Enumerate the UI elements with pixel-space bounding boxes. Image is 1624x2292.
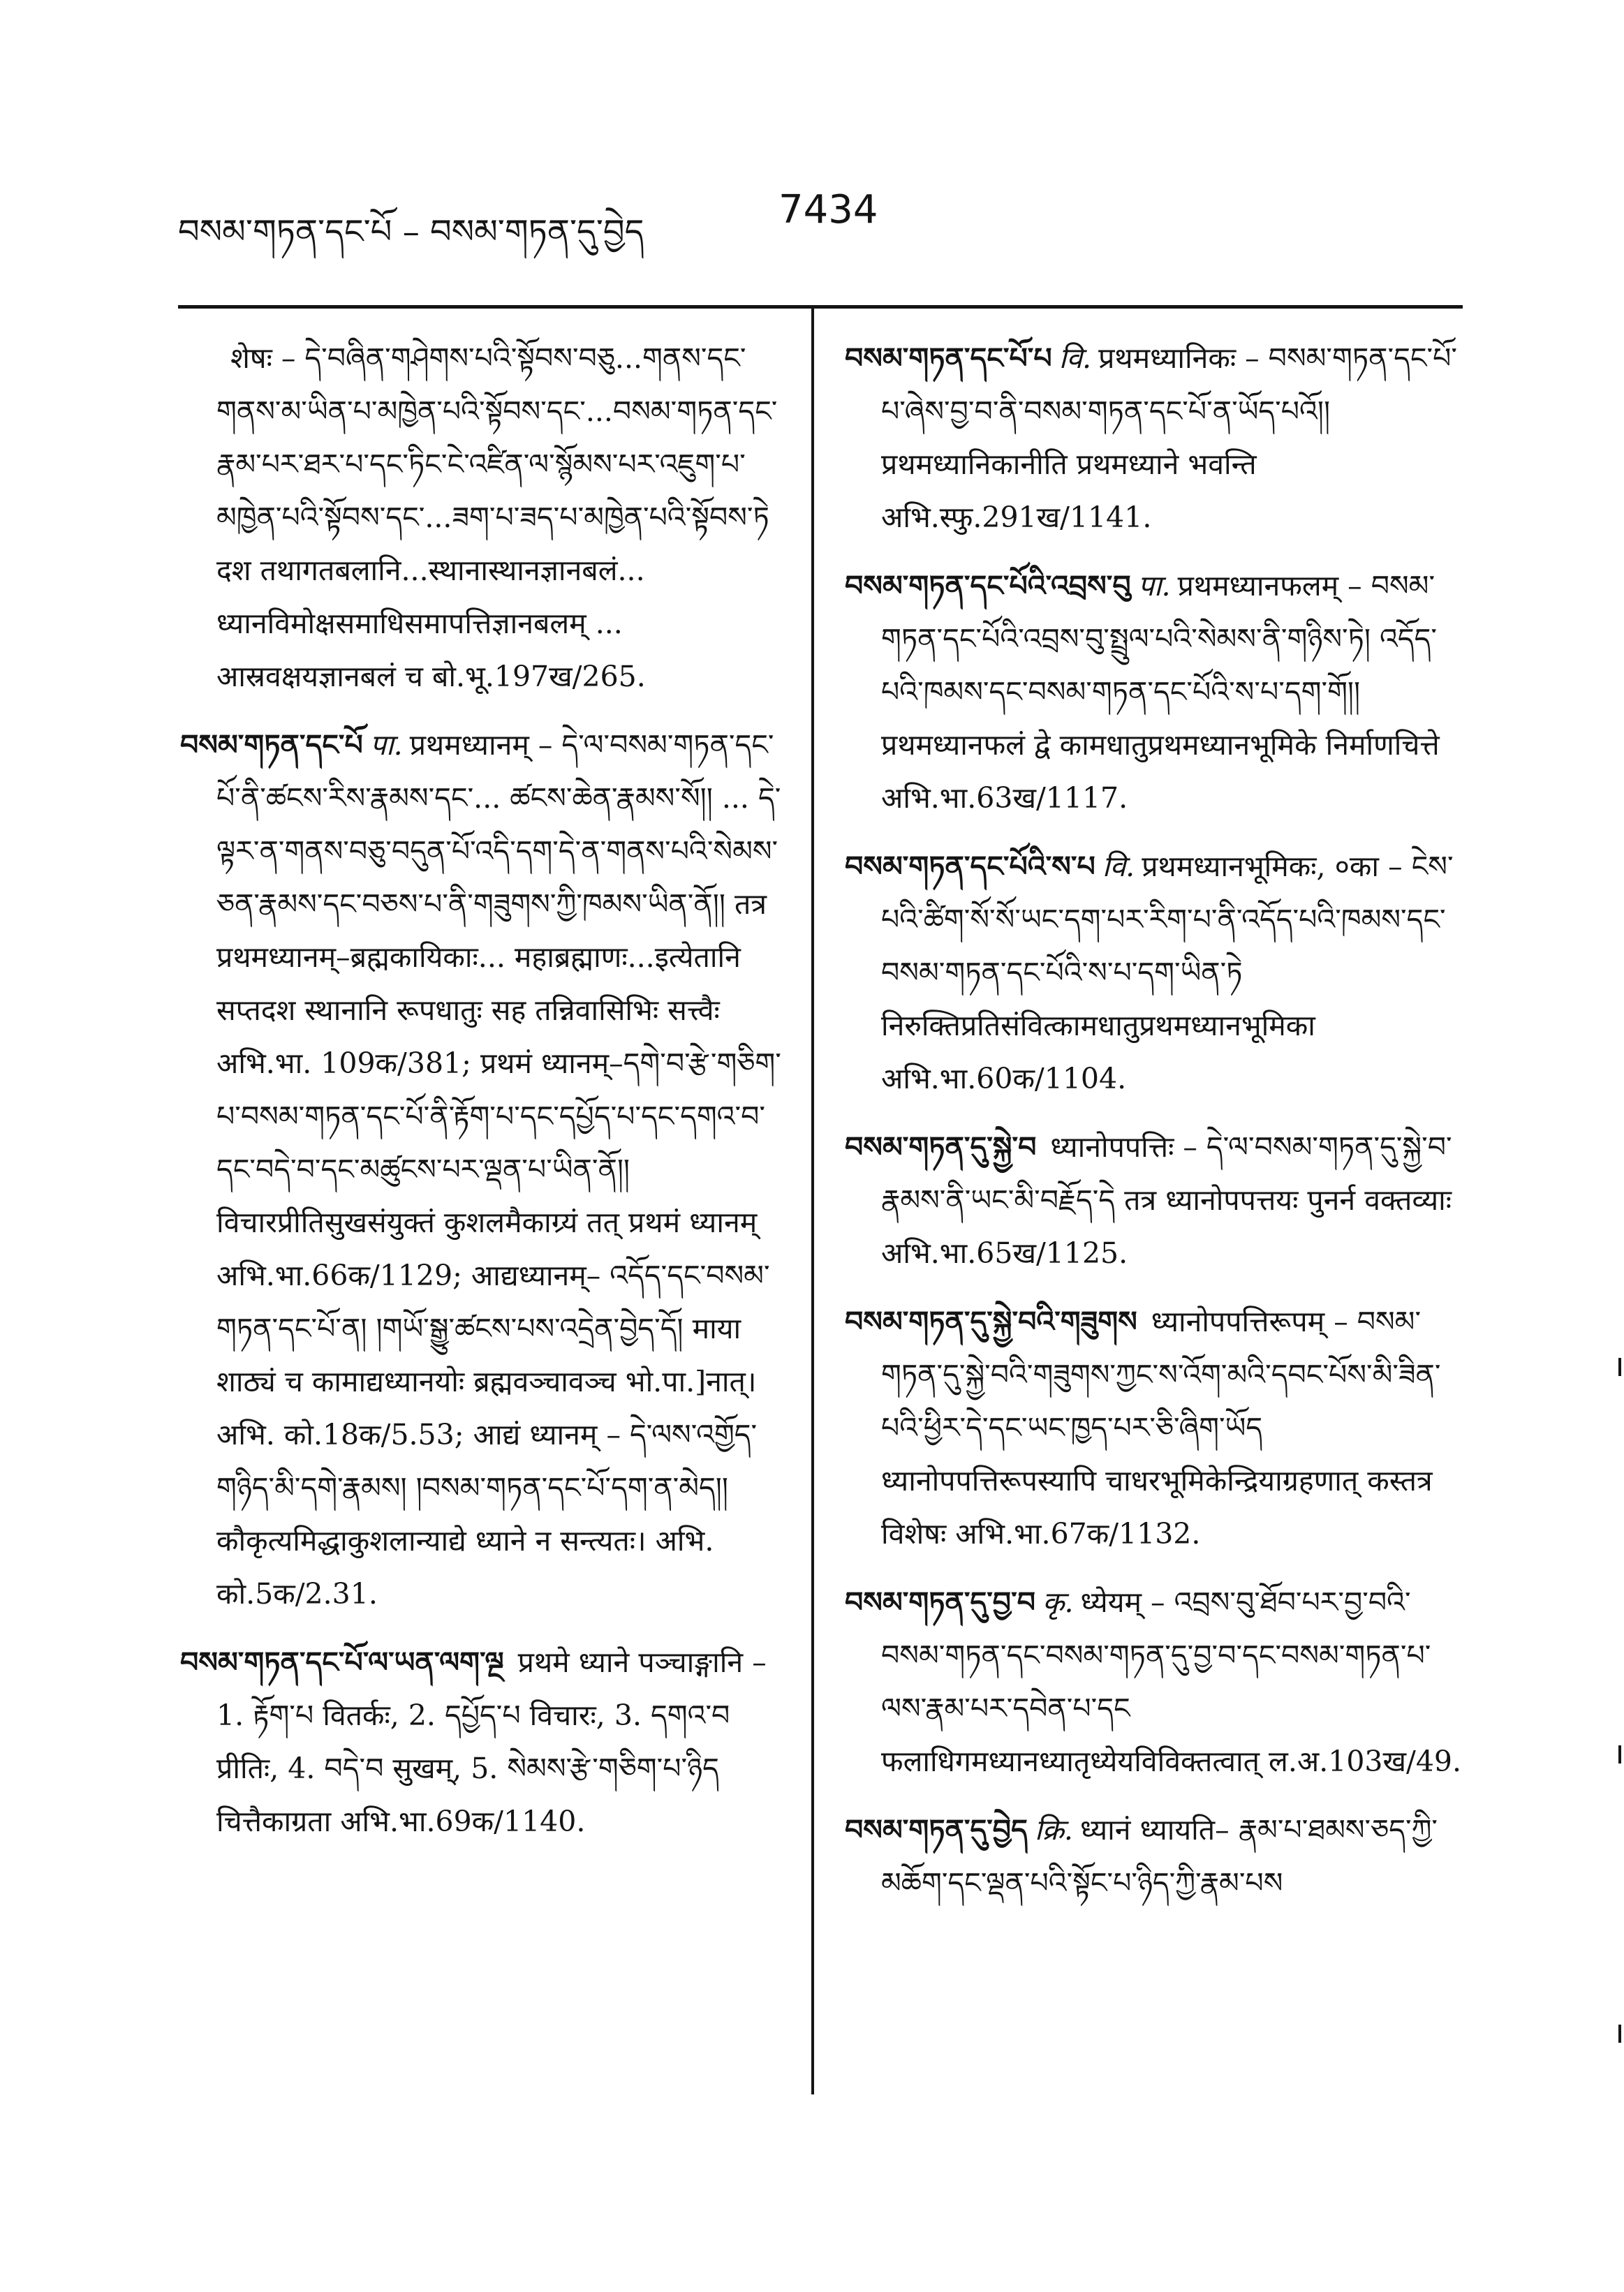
entry-body: प्रथमे ध्याने पञ्चाङ्गानि – 1. རྟོག་པ वितर्कः, 2. དཔྱོད་པ विचारः, 3. དགའ་བ प्रीतिः, 4. བདེ་བ सुखम्, 5. སེམས་རྩེ་གཅིག་པ་ཉིད चित्तैकाग्रता अभि.भा.69क/1140. <box>216 1646 767 1838</box>
entry-headword: བསམ་གཏན་དུ་བྱ་བ <box>845 1585 1035 1619</box>
header-rule <box>178 305 1463 309</box>
entry-body: ध्यानं ध्यायति– རྣམ་པ་ཐམས་ཅད་ཀྱི་མཆོག་དང་ལྡན་པའི་སྟོང་པ་ཉིད་ཀྱི་རྣམ་པས <box>881 1813 1438 1900</box>
entry-body: प्रथमध्यानम् – དེ་ལ་བསམ་གཏན་དང་པོ་ནི་ཚངས་རིས་རྣམས་དང་... ཚངས་ཆེན་རྣམས་སོ།། ... དེ་ལྟར་ན་གནས་བཅུ་བདུན་པོ་འདི་དག་དེ་ན་གནས་པའི་སེམས་ཅན་རྣམས་དང་བཅས་པ་ནི་གཟུགས་ཀྱི་ཁམས་ཡིན་ནོ།། तत्र प्रथमध्यानम्–ब्रह्मकायिकाः... महाब्रह्माणः...इत्येतानि सप्तदश स्थानानि रूपधातुः सह तन्निवासिभिः सत्त्वैः अभि.भा. 109क/381; प्रथमं ध्यानम्–དགེ་བ་རྩེ་གཅིག་པ་བསམ་གཏན་དང་པོ་ནི་རྟོག་པ་དང་དཔྱོད་པ་དང་དགའ་བ་དང་བདེ་བ་དང་མཚུངས་པར་ལྡན་པ་ཡིན་ནོ།། विचारप्रीतिसुखसंयुक्तं कुशलमैकाग्र्यं तत् प्रथमं ध्यानम् अभि.भा.66क/1129; आद्यध्यानम्– འདོད་དང་བསམ་གཏན་དང་པོ་ན། །གཡོ་སྒྱུ་ཚངས་པས་འདྲེན་བྱེད་དོ། माया शाठ्यं च कामाद्यध्यानयोः ब्रह्मवञ्चावञ्च भो.पा.]नात्। अभि. को.18क/5.53; आद्यं ध्यानम् – དེ་ལས་འགྱོད་གཉིད་མི་དགེ་རྣམས། །བསམ་གཏན་དང་པོ་དག་ན་མེད།། कौकृत्यमिद्धाकुशलान्याद्ये ध्याने न सन्त्यतः। अभि. को.5क/2.31. <box>216 728 781 1611</box>
dictionary-entry <box>845 840 1463 1105</box>
page-header <box>178 187 1470 251</box>
entry-headword: བསམ་གཏན་དང་པོ <box>180 728 363 762</box>
dictionary-entry <box>845 1576 1463 1788</box>
entry-body: ध्यानोपपत्तिः – དེ་ལ་བསམ་གཏན་དུ་སྐྱེ་བ་རྣམས་ནི་ཡང་མི་བརྗོད་དེ तत्र ध्यानोपपत्तयः पुनर्न वक्तव्याः अभि.भा.65ख/1125. <box>881 1130 1452 1270</box>
left-column <box>180 332 795 1863</box>
page-number: 7434 <box>778 187 878 232</box>
entry-headword: བསམ་གཏན་དང་པོའི་འབྲས་བུ <box>845 569 1131 602</box>
entry-headword: བསམ་གཏན་དང་པོ་ལ་ཡན་ལག་ལྔ <box>180 1646 504 1679</box>
dictionary-entry <box>180 718 795 1620</box>
dictionary-entry <box>845 559 1463 825</box>
entry-headword: བསམ་གཏན་དང་པོ་པ <box>845 341 1052 375</box>
dictionary-entry <box>180 1636 795 1848</box>
dictionary-entry <box>845 1295 1463 1560</box>
entry-grammar: कृ. <box>1042 1585 1074 1619</box>
dictionary-entry <box>845 332 1463 544</box>
entry-grammar: वि. <box>1102 850 1135 883</box>
dictionary-entry <box>845 1803 1463 1909</box>
entry-grammar: पा. <box>1137 569 1171 602</box>
margin-mark <box>1618 2025 1621 2043</box>
entry-headword: བསམ་གཏན་དུ་སྐྱེ་བ <box>845 1130 1037 1164</box>
entry-headword: བསམ་གཏན་དུ་བྱེད <box>845 1813 1028 1847</box>
entry-body: प्रथमध्यानिकः – བསམ་གཏན་དང་པོ་པ་ཞེས་བྱ་བ་ནི་བསམ་གཏན་དང་པོ་ན་ཡོད་པའོ།། प्रथमध्यानिकानीति प्रथमध्याने भवन्ति अभि.स्फु.291ख/1141. <box>881 341 1458 534</box>
entry-grammar: क्रि. <box>1034 1813 1073 1847</box>
dictionary-entry <box>180 332 795 703</box>
dictionary-entry <box>845 1121 1463 1280</box>
margin-mark <box>1618 1358 1621 1376</box>
entry-body: ध्येयम् – འབྲས་བུ་ཐོབ་པར་བྱ་བའི་བསམ་གཏན་དང་བསམ་གཏན་དུ་བྱ་བ་དང་བསམ་གཏན་པ་ལས་རྣམ་པར་དབེན་པ་དང फलाधिगमध्यानध्यातृध्येयविविक्तत्वात् ल.अ.103ख/49. <box>881 1585 1462 1778</box>
column-divider <box>811 307 814 2094</box>
entry-body: ध्यानोपपत्तिरूपम् – བསམ་གཏན་དུ་སྐྱེ་བའི་གཟུགས་ཀྱང་ས་འོག་མའི་དབང་པོས་མི་ཟིན་པའི་ཕྱིར་དེ་དང་ཡང་ཁྱད་པར་ཅི་ཞིག་ཡོད ध्यानोपपत्तिरूपस्यापि चाधरभूमिकेन्द्रियाग्रहणात् कस्तत्र विशेषः अभि.भा.67क/1132. <box>881 1305 1441 1551</box>
running-head: བསམ་གཏན་དང་པོ – བསམ་གཏན་དུ་བྱེད <box>178 212 644 251</box>
entry-body: शेषः – དེ་བཞིན་གཤེགས་པའི་སྟོབས་བཅུ...གནས་དང་གནས་མ་ཡིན་པ་མཁྱེན་པའི་སྟོབས་དང་...བསམ་གཏན་དང་རྣམ་པར་ཐར་པ་དང་ཏིང་ངེ་འཛིན་ལ་སྙོམས་པར་འཇུག་པ་མཁྱེན་པའི་སྟོབས་དང་...ཟག་པ་ཟད་པ་མཁྱེན་པའི་སྟོབས་ཏེ दश तथागतबलानि...स्थानास्थानज्ञानबलं... ध्यानविमोक्षसमाधिसमापत्तिज्ञानबलम् ... आस्रवक्षयज्ञानबलं च बो.भू.197ख/265. <box>216 341 778 693</box>
entry-body: प्रथमध्यानफलम् – བསམ་གཏན་དང་པོའི་འབྲས་བུ་སྤྲུལ་པའི་སེམས་ནི་གཉིས་ཏེ། འདོད་པའི་ཁམས་དང་བསམ་གཏན་དང་པོའི་ས་པ་དག་གོ།། प्रथमध्यानफलं द्वे कामधातुप्रथमध्यानभूमिके निर्माणचित्ते अभि.भा.63ख/1117. <box>881 569 1440 815</box>
entry-body: प्रथमध्यानभूमिकः, ०का – ངེས་པའི་ཚིག་སོ་སོ་ཡང་དག་པར་རིག་པ་ནི་འདོད་པའི་ཁམས་དང་བསམ་གཏན་དང་པོའི་ས་པ་དག་ཡིན་ཏེ निरुक्तिप्रतिसंवित्कामधातुप्रथमध्यानभूमिका अभि.भा.60क/1104. <box>881 850 1454 1095</box>
right-column <box>845 332 1463 1925</box>
entry-headword: བསམ་གཏན་དང་པོའི་ས་པ <box>845 850 1095 883</box>
entry-headword: བསམ་གཏན་དུ་སྐྱེ་བའི་གཟུགས <box>845 1305 1137 1338</box>
entry-grammar: वि. <box>1058 341 1092 375</box>
entry-grammar: पा. <box>369 728 403 762</box>
margin-mark <box>1618 1745 1621 1764</box>
